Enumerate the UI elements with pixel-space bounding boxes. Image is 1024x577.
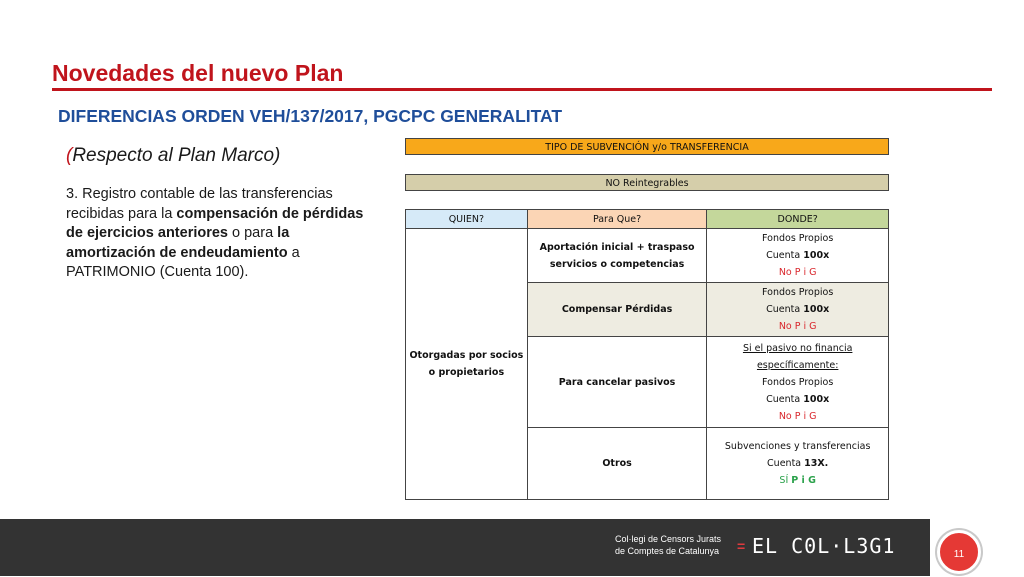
col-header-donde: DONDE? bbox=[707, 210, 889, 229]
table-header-tipo: TIPO DE SUBVENCIÓN y/o TRANSFERENCIA bbox=[405, 138, 889, 155]
footer-brand-logo: EL C0L·L3G1 bbox=[752, 534, 896, 558]
donde-cell bbox=[707, 229, 889, 283]
donde-cell bbox=[707, 428, 889, 500]
table-header-row bbox=[406, 210, 889, 229]
para-cell: Aportación inicial + traspaso servicios o competencias bbox=[527, 229, 707, 283]
body-text-2: o para bbox=[228, 225, 278, 241]
para-cell: Otros bbox=[527, 428, 707, 500]
table-row bbox=[406, 229, 889, 283]
donde-line: Fondos Propios bbox=[762, 287, 834, 298]
donde-pyg: No P i G bbox=[778, 267, 817, 278]
footer-org-line: Col·legi de Censors Jurats bbox=[615, 534, 722, 544]
donde-line bbox=[710, 391, 885, 408]
slide-title: Novedades del nuevo Plan bbox=[52, 60, 344, 86]
donde-account-code: 100x bbox=[803, 393, 830, 405]
para-cell: Para cancelar pasivos bbox=[527, 337, 707, 428]
paren-close: ) bbox=[274, 145, 281, 166]
donde-line bbox=[710, 247, 885, 264]
donde-account-label: Cuenta bbox=[767, 458, 805, 469]
footer-org-line: de Comptes de Catalunya bbox=[615, 546, 720, 556]
donde-pyg-label: P i G bbox=[791, 475, 816, 486]
col-header-para-que: Para Que? bbox=[527, 210, 707, 229]
footer bbox=[0, 519, 1024, 576]
donde-cell bbox=[707, 337, 889, 428]
donde-pyg: No P i G bbox=[778, 410, 817, 422]
body-bold-1: compensación de pérdidas de ejercicios anteriores bbox=[66, 205, 364, 241]
donde-line bbox=[710, 455, 885, 472]
donde-pyg-yes: SÍ bbox=[779, 475, 792, 486]
footer-band bbox=[0, 519, 930, 576]
table-header-no-reintegrables: NO Reintegrables bbox=[405, 174, 889, 191]
donde-account-code: 100x bbox=[803, 304, 830, 315]
donde-account-label: Cuenta bbox=[766, 304, 804, 315]
donde-line: Fondos Propios bbox=[762, 233, 834, 244]
body-bold-2: la amortización de endeudamiento bbox=[66, 225, 290, 261]
donde-line bbox=[710, 301, 885, 318]
slide-subtitle: DIFERENCIAS ORDEN VEH/137/2017, PGCPC GENERALITAT bbox=[58, 106, 563, 126]
body-paragraph bbox=[66, 185, 376, 283]
donde-line: Subvenciones y transferencias bbox=[724, 441, 871, 452]
donde-cell bbox=[707, 283, 889, 337]
footer-org-name bbox=[615, 533, 721, 557]
quien-cell: Otorgadas por socios o propietarios bbox=[406, 229, 528, 500]
para-cell: Compensar Pérdidas bbox=[527, 283, 707, 337]
title-divider bbox=[52, 88, 992, 91]
body-text-1: 3. Registro contable de las transferencias recibidas para la bbox=[66, 186, 333, 222]
body-text-3: a PATRIMONIO (Cuenta 100). bbox=[66, 244, 300, 280]
donde-pyg: No P i G bbox=[778, 321, 817, 332]
donde-pyg bbox=[710, 472, 885, 489]
footer-equals: = bbox=[737, 538, 746, 554]
donde-account-code: 13X. bbox=[804, 458, 829, 469]
donde-account-label: Cuenta bbox=[766, 250, 804, 261]
page-number-badge: 11 bbox=[937, 530, 981, 574]
donde-condition: Si el pasivo no financia específicamente: bbox=[742, 342, 853, 371]
donde-account-code: 100x bbox=[803, 250, 830, 261]
paren-open: ( bbox=[66, 145, 73, 166]
donde-account-label: Cuenta bbox=[766, 393, 804, 405]
donde-line: Fondos Propios bbox=[762, 376, 834, 388]
plan-note-text: Respecto al Plan Marco bbox=[72, 145, 275, 166]
col-header-quien: QUIEN? bbox=[406, 210, 528, 229]
subvenciones-table bbox=[405, 209, 889, 500]
plan-note bbox=[66, 145, 280, 167]
